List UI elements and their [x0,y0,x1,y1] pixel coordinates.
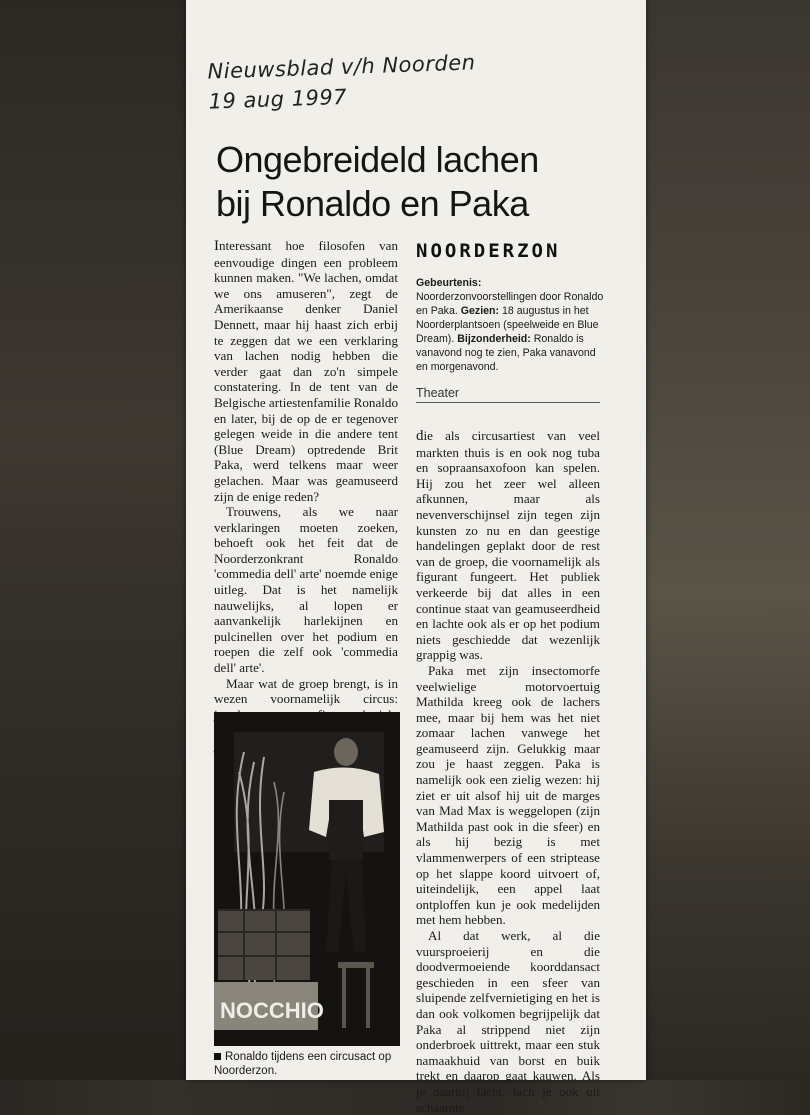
background-left [0,0,190,1080]
caption-text: Ronaldo tijdens een circusact op Noorderzon. [214,1051,392,1077]
section-logo: NOORDERZON [416,240,561,262]
headline-line-1: Ongebreideld lachen [216,139,539,180]
info-seen-label: Gezien: [460,305,500,317]
article-paragraph: Al dat werk, al die vuursproeierij en die doodvermoeiende koorddansact geschieden in een sfeer van sluipende zelfvernietiging en het is dan ook volkomen begrijpelijk dat Paka al strippend niet zijn onderbroek uittrekt, maar een stuk namaakhuid van borst en buik trekt en daarop gaat kauwen. Als je daarbij lacht, lach je ook uit schaamte. [416,928,600,1115]
headline [216,138,636,226]
article-paragraph: Maar wat de groep brengt, is in wezen voornamelijk circus: [214,675,398,707]
category-label: Theater [416,386,600,403]
info-special-label: Bijzonderheid: [457,333,531,345]
info-seen: 18 augustus in het Noorderplantsoen (speelweide en Blue Dream). [416,305,599,345]
handwritten-source: Nieuwsblad v/h Noorden [207,50,476,84]
info-special: Ronaldo is vanavond nog te zien, Paka vanavond en morgenavond. [416,333,596,373]
article-paragraph: Paka met zijn insectomorfe veelwielige motorvoertuig Mathilda kreeg ook de lachers mee, maar bij hem was het niet zomaar lachen vanwege het geamuseerd zijn. Gelukkig maar zou je haast zeggen. Paka is namelijk ook een zielig wezen: hij ziet er uit alsof hij uit de marges van Mad Max is weggelopen (zijn Mathilda past ook in die sfeer) en als hij bezig is met vlammenwerpers of een striptease op het slappe koord uitvoert of, uiteindelijk, een appel laat ontploffen kun je ook medelijden met hem hebben. [416,662,600,928]
photo-caption [214,1050,414,1078]
info-event: Noorderzonvoorstellingen door Ronaldo en Paka. [416,291,604,317]
headline-line-2: bij Ronaldo en Paka [216,183,529,224]
article-paragraph: die als circusartiest van veel markten thuis is en ook nog tuba en sopraansaxofoon kan spelen. Hij zou het zeer wel alleen afkunnen, maar als nevenverschijnsel zijn tegen zijn kunsten zo nu en dan geestige handelingen geplakt door de rest van de groep, die voornamelijk als figurant fungeert. Het publiek verkeerde bij dat alles in een continue staat van geamuseerdheid en lachte ook als er op het podium niets geschiedde dat wezenlijk grappig was. [416,428,600,663]
newspaper-clipping [186,0,646,1115]
photo-sign-text: NOCCHIO [220,998,324,1023]
article-column-left [214,238,398,769]
article-column-right [416,428,600,1115]
article-paragraph: Trouwens, als we naar verklaringen moeten zoeken, behoeft ook het feit dat de Noorderzonkrant Ronaldo 'commedia dell' arte' noemde enige uitleg. Dat is het namelijk nauwelijks, al lopen er aanvankelijk harlekijnen en pulcinellen over het podium en roepen die zelf ook 'commedia dell' arte'. [214,504,398,676]
handwritten-date: 19 aug 1997 [208,84,348,114]
info-box [416,276,604,374]
circus-act-illustration [214,712,400,1046]
info-event-label: Gebeurtenis: [416,277,482,289]
caption-bullet [214,1053,221,1060]
handwritten-note [207,47,477,116]
article-paragraph: Interessant hoe filosofen van eenvoudige dingen een probleem kunnen maken. "We lachen, omdat we ons amuseren", zegt de Amerikaanse denker Daniel Dennett, maar hij haast zich erbij te zeggen dat we een verklaring van lachen nodig hebben die verder gaat dan zo'n simpele constatering. In de tent van de Belgische artiestenfamilie Ronaldo en later, bij de op de er tegenover gelegen weide in die andere tent (Blue Dream) optredende Brit Paka, werd telkens maar weer gelachen. Maar was geamuseerd zijn de enige reden? [214,238,398,504]
background-right [640,0,810,1080]
article-photo [214,712,400,1046]
